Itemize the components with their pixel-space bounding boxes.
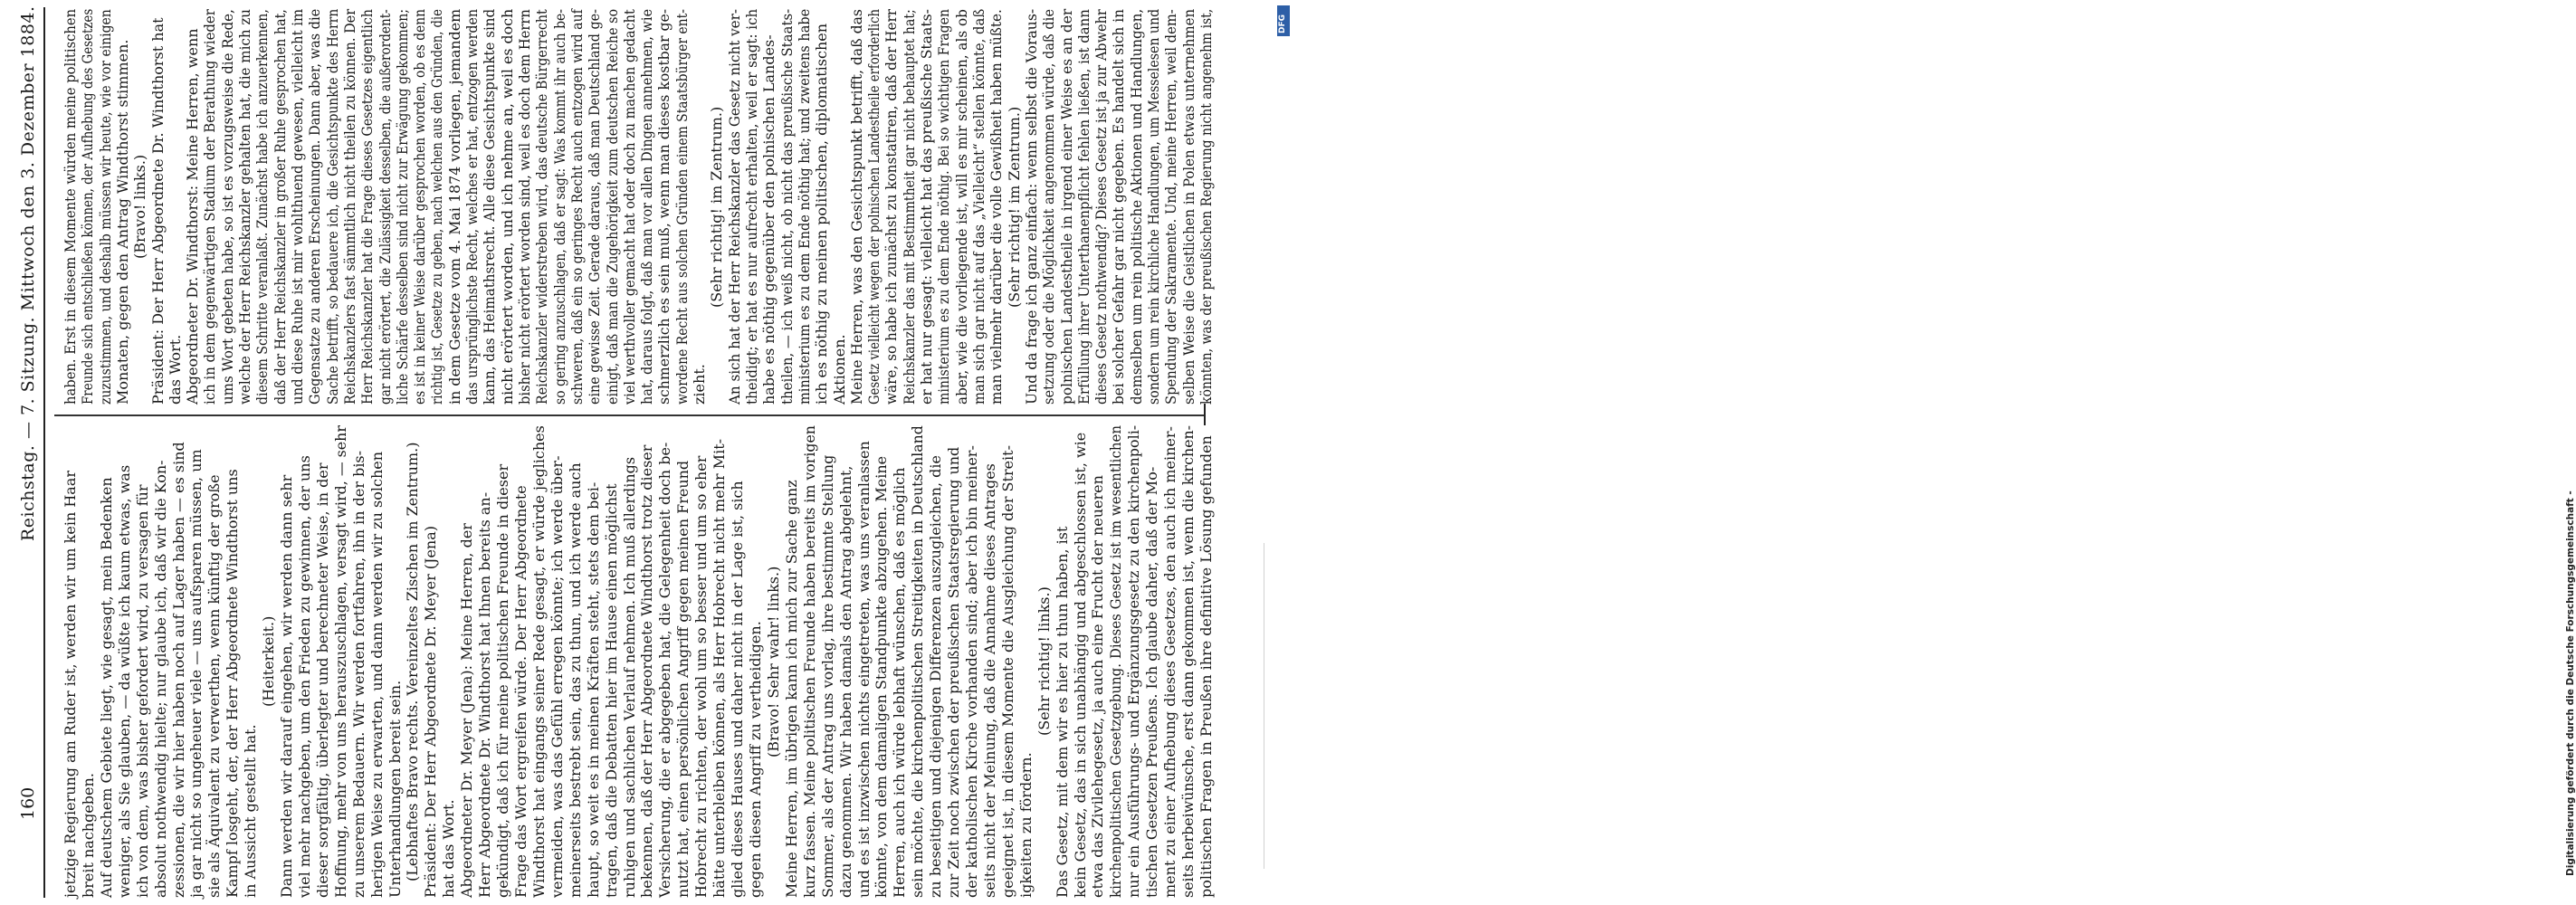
text-line: in Aussicht gestellt hat.	[242, 724, 260, 898]
text-line: Abgeordneter Dr. Windthorst: Meine Herren, wenn	[184, 28, 202, 405]
text-line: Kampf losgeht, der, der Herr Abgeordnete Windthorst uns	[224, 469, 242, 898]
header-rule	[43, 7, 45, 898]
text-line: zieht.	[691, 364, 709, 405]
running-head: Reichstag. — 7. Sitzung. Mittwoch den 3. Dezember 1884.	[18, 5, 38, 541]
text-line: hat, daraus folgt, daß man vor allen Dingen annehmen, wie	[638, 8, 656, 405]
text-line: Versicherung, die er abgegeben hat, die Gelegenheit doch be-	[656, 442, 674, 898]
text-line: Dann werden wir darauf eingehen, wir werden dann sehr	[278, 474, 296, 898]
text-line: könnte, von dem damaligen Standpunkte abzugehen. Meine	[873, 455, 891, 898]
text-line: ministerium es zu dem Ende nöthig. Bei so wichtigen Fragen	[935, 8, 953, 405]
text-line: man sich gar nicht auf das „Vielleicht“ stellen könnte, daß	[970, 8, 987, 405]
text-line: sondern um rein kirchliche Handlungen, um Messelesen und	[1145, 8, 1163, 405]
page-number: 160	[18, 786, 38, 820]
text-line: (Bravo! links.)	[131, 154, 149, 260]
text-line: so gering anzuschlagen, daß er sagt: Was kommt ihr auch be-	[550, 9, 568, 405]
text-line: setzung oder die Möglichkeit angenommen würde, daß die	[1040, 9, 1058, 405]
text-line: Erfüllung ihrer Unterthanenpflicht fehlen ließen, ist dann	[1074, 9, 1092, 405]
text-line: wäre, so habe ich zunächst zu konstatiren, daß der Herr	[883, 8, 901, 405]
text-line: viel mehr nachgeben, um den Frieden zu gewinnen, der uns	[295, 455, 313, 898]
text-line: kann, das Heimathsrecht. Alle diese Gesichtspunkte sind	[481, 8, 499, 405]
text-line: hat das Wort.	[440, 799, 458, 898]
text-line: zessionen, die wir hier haben noch auf Lager haben — es sind	[169, 442, 187, 898]
text-line: haupt, so weit es in meinen Kräften steht, stets dem bei-	[584, 481, 602, 898]
text-line: (Heiterkeit.)	[260, 615, 278, 708]
text-line: theidigt; er hat es nur aufrecht erhalten, weil er sagt: ich	[743, 8, 760, 405]
text-line: seits nicht der Meinung, daß die Annahme dieses Antrages	[980, 463, 998, 898]
text-line: (Sehr richtig! links.)	[1035, 586, 1053, 737]
text-line: dieses Gesetz nothwendig? Dieses Gesetz ist ja zur Abwehr	[1092, 9, 1111, 405]
text-line: dazu genommen. Wir haben damals den Antrag abgelehnt,	[836, 465, 854, 898]
text-line: Aktionen.	[830, 334, 848, 405]
text-line: bisher nicht erörtert worden sind, weil es doch dem Herrn	[516, 9, 533, 405]
text-line: sie als Äquivalent zu verwerthen, wenn künftig der große	[205, 474, 224, 898]
text-line: theilen, — ich weiß nicht, ob nicht das preußische Staats-	[778, 8, 796, 405]
text-line: daß der Herr Reichskanzler in großer Ruhe gesprochen hat,	[271, 9, 289, 405]
text-line: selben Weise die Geistlichen in Polen etwas unternehmen	[1179, 8, 1197, 405]
text-line: Präsident: Der Herr Abgeordnete Dr. Meyer (Jena)	[422, 525, 440, 898]
text-line: (Lebhaftes Bravo rechts. Vereinzeltes Zischen im Zentrum.)	[404, 442, 422, 881]
text-line: er hat nur gesagt: vielleicht hat das preußische Staats-	[918, 9, 936, 405]
text-line: schweren, daß ein so geringes Recht auch entzogen wird auf	[568, 9, 586, 405]
text-line: der katholischen Kirche vorhanden sind; aber ich bin meiner-	[963, 445, 981, 898]
text-line: polnischen Landestheile in irgend einer Weise es an der	[1057, 8, 1075, 405]
text-line: Meine Herren, im übrigen kann ich mich zur Sache ganz	[782, 480, 800, 898]
text-line: dieser sorgfältig, überlegter und berechneter Weise, in der	[313, 462, 331, 898]
text-line: ums Wort gebeten habe, so ist es vorzugsweise die Rede,	[218, 9, 236, 405]
text-line: glied dieses Hauses und daher nicht in der Lage ist, sich	[729, 481, 747, 898]
text-line: haben. Erst in diesem Momente würden meine politischen	[62, 8, 79, 405]
text-line: Reichskanzler das mit Bestimmtheit gar nicht behauptet hat;	[900, 9, 918, 405]
text-line: ja gar nicht so ungeheuer viele — uns aufsparen müssen, um	[187, 449, 205, 898]
text-line: Unterhandlungen bereit sein.	[386, 680, 404, 898]
text-line: Meine Herren, was den Gesichtspunkt betrifft, daß das	[847, 9, 865, 405]
text-line: etwa das Zivilehegesetz, ja auch eine Frucht der neueren	[1089, 475, 1107, 898]
text-line: bekennen, daß der Herr Abgeordnete Windthorst trotz dieser	[638, 444, 656, 898]
text-line: demselben um rein politische Aktionen und Handlungen,	[1127, 8, 1145, 405]
text-line: (Sehr richtig! im Zentrum.)	[1005, 106, 1023, 308]
text-line: (Sehr richtig! im Zentrum.)	[708, 106, 726, 308]
text-line: gar nicht erörtert, die Zulässigkeit desselben, die außerordent-	[376, 9, 394, 405]
text-line: vermeiden, was das Gefühl erregen könnte; ich werde über-	[548, 455, 566, 898]
text-line: Gesetz vielleicht wegen der polnischen Landestheile erforderlich	[865, 8, 883, 405]
dfg-logo	[1277, 5, 1290, 36]
text-line: in dem Gesetze vom 4. Mai 1874 vorliegen, jemandem	[445, 8, 463, 405]
text-line: absolut nothwendig hielte; nur glaube ich, daß wir die Kon-	[151, 460, 169, 898]
text-line: gegen diesen Angriff zu vertheidigen.	[746, 621, 764, 898]
text-line: habe es nöthig gegenüber den polnischen Landes-	[760, 34, 778, 405]
text-line: Auf deutschem Gebiete liegt, wie gesagt, mein Bedenken	[97, 477, 115, 898]
text-line: aber, wie die vorliegende ist, will es mir scheinen, als ob	[952, 9, 970, 405]
column-divider-tick	[1204, 404, 1206, 425]
text-line: diesem Schritte veranlaßt. Zunächst habe ich anzuerkennen,	[253, 9, 272, 405]
text-line: geeignet ist, in diesem Momente die Ausgleichung der Streit-	[998, 444, 1016, 898]
text-line: eine gewisse Zeit. Gerade daraus, daß man Deutschland ge-	[586, 9, 604, 405]
text-line: An sich hat der Herr Reichskanzler das Gesetz nicht ver-	[725, 9, 743, 405]
text-line: und diese Ruhe ist mir wohlthuend gewesen, vielleicht im	[289, 8, 306, 405]
text-line: ruhigen und sachlichen Verlauf nehmen. Ich muß allerdings	[620, 456, 638, 898]
dfg-logo-text: DFG	[1278, 14, 1287, 33]
text-line: sein möchte, die kirchenpolitischen Streitigkeiten in Deutschland	[909, 425, 927, 898]
text-line: tragen, daß die Debatten hier im Hause einen möglichst	[602, 483, 620, 898]
text-line: Sommer, als der Antrag uns vorlag, ihre bestimmte Stellung	[818, 454, 836, 898]
text-line: schmerzlich es sein muß, wenn man dieses kostbar ge-	[655, 8, 673, 405]
text-line: igkeiten zu fördern.	[1016, 752, 1035, 898]
text-line: bei solcher Gefahr gar nicht gegeben. Es handelt sich in	[1110, 9, 1128, 405]
text-line: meinerseits bestrebt sein, das zu thun, und ich werde auch	[566, 462, 584, 898]
text-line: richtig ist, Gesetze zu geben, nach welchen aus den Gründen, die	[428, 9, 446, 405]
text-line: Hoffnung, mehr von uns herauszuschlagen, versagt wird, — sehr	[331, 425, 349, 898]
text-line: welche der Herr Reichskanzler gehalten hat, die mich zu	[236, 8, 254, 405]
text-line: Gegensatze zu anderen Erscheinungen. Dann aber, was die	[306, 8, 324, 405]
text-line: Monaten, gegen den Antrag Windthorst stimmen.	[113, 39, 131, 405]
text-line: Und da frage ich ganz einfach: wenn selbst die Voraus-	[1022, 8, 1040, 405]
text-line: Sache betrifft, so bedauere ich, die Gesichtspunkte des Herrn	[323, 8, 341, 405]
funding-note: Digitalisierung gefördert durch die Deutsche Forschungsgemeinschaft -	[2565, 491, 2576, 876]
text-line: ment zu einer Aufhebung dieses Gesetzes, den auch ich meiner-	[1161, 426, 1179, 898]
text-line: zur Zeit noch zwischen der preußischen Staatsregierung und	[945, 446, 963, 898]
text-line: Freunde sich entschließen können, der Aufhebung des Gesetzes	[79, 8, 97, 405]
text-line: weniger, als Sie glauben, — da wüßte ich kaum etwas, was	[115, 464, 133, 898]
text-line: Abgeordneter Dr. Meyer (Jena): Meine Herren, der	[458, 523, 476, 898]
text-line: tischen Gesetzen Preußens. Ich glaube daher, daß der Mo-	[1143, 466, 1161, 898]
text-line: politischen Fragen in Preußen ihre definitive Lösung gefunden	[1197, 435, 1215, 898]
text-line: es ist in keiner Weise darüber gesprochen worden, ob es denn	[411, 9, 429, 405]
text-line: Hobrecht zu richten, der wohl um so besser und um so eher	[692, 455, 711, 898]
text-line: Windthorst hat eingangs seiner Rede gesagt, er würde jegliches	[530, 425, 548, 898]
text-line: nicht erörtert worden, und ich nehme an, weil es doch	[498, 8, 516, 405]
text-line: ich in dem gegenwärtigen Stadium der Berathung wieder	[201, 9, 219, 405]
text-line: und es ist inzwischen nichts eingetreten, was uns veranlassen	[854, 441, 873, 898]
text-line: (Bravo! Sehr wahr! links.)	[764, 566, 782, 757]
funding-sidebar	[1280, 0, 2576, 905]
text-line: könnten, was der preußischen Regierung nicht angenehm ist,	[1197, 8, 1215, 405]
column-divider	[54, 414, 1204, 416]
text-line: seits herbeiwünsche, erst dann gekommen ist, wenn die kirchen-	[1179, 424, 1197, 898]
text-line: zu unserem Bedauern. Wir werden fortfahren, ihn in der bis-	[349, 450, 367, 898]
text-line: kein Gesetz, das in sich unabhängig und abgeschlossen ist, wie	[1071, 432, 1089, 898]
text-line: hätte unterbleiben können, als Herr Hobrecht nicht mehr Mit-	[711, 438, 729, 898]
text-line: das Wort.	[166, 334, 184, 405]
text-line: man vielmehr darüber die volle Gewißheit haben müßte.	[987, 9, 1006, 405]
text-line: wordene Recht aus solchen Gründen einem Staatsbürger ent-	[673, 9, 691, 405]
text-line: Frage das Wort ergreifen würde. Der Herr Abgeordnete	[512, 485, 530, 898]
text-line: Spendung der Sakramente. Und, meine Herren, weil dem-	[1162, 9, 1180, 405]
text-line: ich es nöthig zu meinen politischen, diplomatischen	[813, 23, 831, 405]
text-line: nur ein Ausführungs- und Ergänzungsgesetz zu den kirchenpoli-	[1125, 424, 1143, 898]
text-line: Reichskanzler widerstreben wird, das deutsche Bürgerrecht	[533, 9, 551, 405]
text-line: nutzt hat, einen persönlichen Angriff gegen meinen Freund	[674, 460, 692, 898]
text-line: Herren, auch ich würde lebhaft wünschen, daß es möglich	[891, 467, 909, 898]
text-line: zuzustimmen, und deshalb müssen wir heute, wie vor einigen	[96, 9, 114, 405]
text-line: das ursprünglichste Recht, welches er hat, entzogen werden	[463, 9, 482, 405]
text-line: viel werthvoller gemacht hat oder doch zu machen gedacht	[620, 9, 638, 405]
text-line: ich von dem, was bisher gefordert wird, zu versagen für	[133, 484, 151, 898]
text-line: kirchenpolitischen Gesetzgebung. Dieses Gesetz ist im wesentlichen	[1107, 424, 1125, 898]
text-line: gekündigt, daß ich für meine politischen Freunde in dieser	[494, 463, 512, 898]
text-line: jetzige Regierung am Ruder ist, werden wir um kein Haar	[62, 470, 79, 898]
text-line: Präsident: Der Herr Abgeordnete Dr. Windthorst hat	[148, 17, 167, 405]
text-line: zu beseitigen und diejenigen Differenzen auszugleichen, die	[927, 455, 945, 898]
text-line: Das Gesetz, mit dem wir es hier zu thun haben, ist	[1053, 526, 1071, 898]
text-line: liche Schärfe desselben sind nicht zur Erwägung gekommen;	[393, 9, 411, 405]
text-line: herigen Weise zu erwarten, und dann werden wir zu solchen	[367, 451, 386, 898]
text-line: Herr Reichskanzler hat die Frage dieses Gesetzes eigentlich	[358, 9, 377, 405]
text-line: Reichskanzlers fast sämmtlich nicht theilen zu können. Der	[340, 8, 358, 405]
text-line: einigt, daß man die Zugehörigkeit zum deutschen Reiche so	[603, 8, 621, 405]
text-line: kurz fassen. Meine politischen Freunde haben bereits im vorigen	[800, 425, 818, 898]
text-line: breit nachgeben.	[79, 773, 97, 898]
text-line: ministerium es zu dem Ende nöthig hat; und zweitens habe	[795, 8, 813, 405]
text-line: Herr Abgeordnete Dr. Windthorst hat Ihnen bereits an-	[476, 491, 494, 898]
